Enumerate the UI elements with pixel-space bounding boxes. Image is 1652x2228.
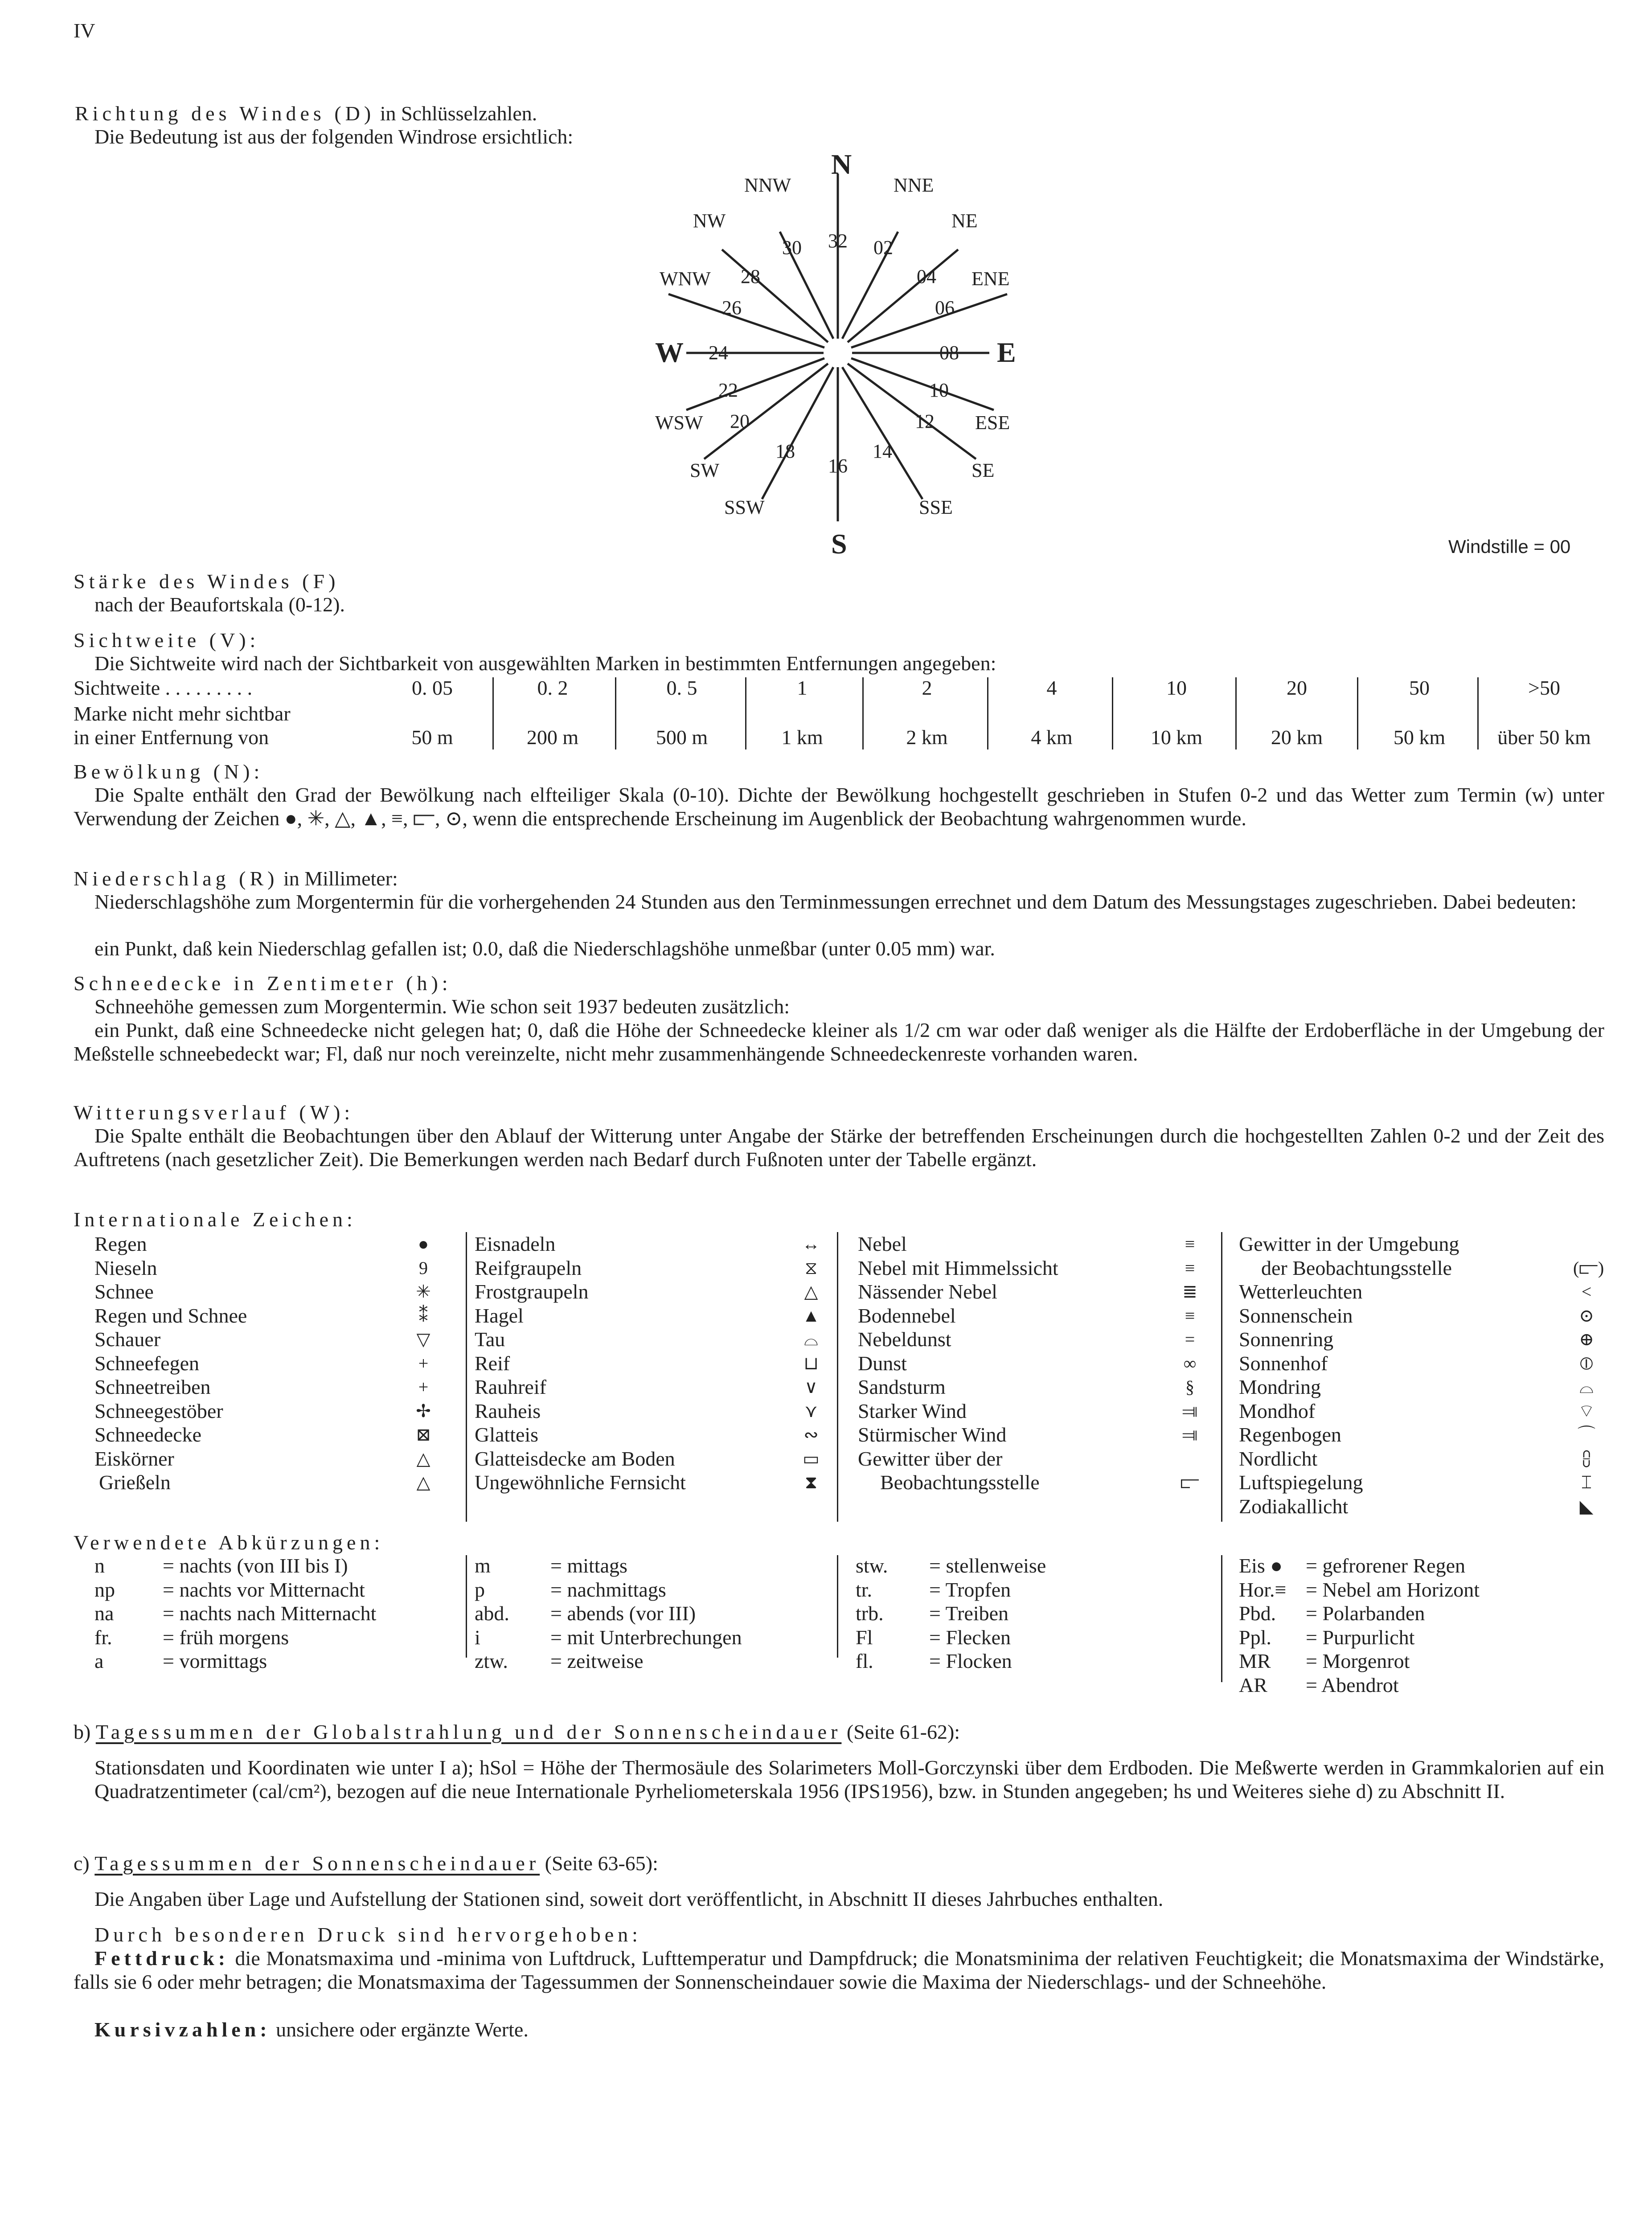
wind-code-18: 18	[775, 440, 795, 462]
weather-symbol-icon: ≡	[1185, 1234, 1195, 1254]
symbol-label: Sonnenschein	[1239, 1304, 1353, 1327]
symbols-heading: Internationale Zeichen:	[74, 1208, 357, 1231]
clouds-heading: Bewölkung (N):	[74, 760, 264, 783]
abbr-key: fl.	[856, 1650, 873, 1672]
weather-symbol-icon: ▲	[802, 1305, 820, 1326]
symbol-label: Glatteisdecke am Boden	[475, 1447, 675, 1470]
clouds-text: Die Spalte enthält den Grad der Bewölkung nach elfteiliger Skala (0-10). Dichte der Bewölkung hochgestellt geschrieben in Stufen 0-2 und das Wetter zum Termin (w) unter Verwendung der Zeichen ●, ✳, △, ▲, ≡, ⫍, ⊙, wenn die entsprechende Erscheinung im Augenblick der Beobachtung wahrgenommen wurde.	[74, 783, 1604, 830]
symbol-label: Ungewöhnliche Fernsicht	[475, 1471, 686, 1494]
symbol-label: Nebel	[858, 1233, 907, 1255]
abbr-value: = Nebel am Horizont	[1306, 1578, 1480, 1601]
symbol-label: Gewitter in der Umgebung	[1239, 1233, 1459, 1255]
abbr-divider	[1221, 1555, 1222, 1682]
vis-distance: 50 km	[1393, 726, 1446, 749]
wind-label-nne: NNE	[894, 174, 934, 196]
visibility-heading	[74, 628, 259, 652]
vis-divider	[987, 677, 988, 749]
weather-symbol-icon: ⧖	[804, 1257, 818, 1278]
section-c-text: Die Angaben über Lage und Aufstellung der Stationen sind, soweit dort veröffentlicht, in Abschnitt II dieses Jahrbuches enthalten.	[94, 1888, 1164, 1910]
weather-symbol-icon: ⌓	[804, 1329, 818, 1349]
wind-code-14: 14	[873, 440, 892, 462]
wind-heading-rest: in Schlüsselzahlen.	[375, 102, 537, 125]
vis-distance: 50 m	[411, 726, 453, 749]
vis-distance: 20 km	[1271, 726, 1323, 749]
print-note-italic	[94, 2018, 529, 2041]
snow-text2: ein Punkt, daß eine Schneedecke nicht gelegen hat; 0, daß die Höhe der Schneedecke kleiner als 1/2 cm war oder daß weniger als die Hälfte der Erdoberfläche in der Umgebung der Meßstelle schneebedeckt war; Fl, daß nur noch vereinzelte, nicht mehr zusammenhängende Schneedeckenreste vorhanden waren.	[74, 1019, 1604, 1065]
abbr-value: = Polarbanden	[1306, 1602, 1425, 1625]
wind-code-26: 26	[722, 297, 742, 319]
abbr-key: Eis ●	[1239, 1554, 1283, 1577]
wind-label-ese: ESE	[975, 412, 1010, 434]
vis-distance: 4 km	[1031, 726, 1073, 749]
abbr-divider	[466, 1555, 467, 1658]
symbol-label: Reif	[475, 1352, 510, 1375]
abbr-value: = Purpurlicht	[1306, 1626, 1415, 1649]
symbols-divider	[837, 1232, 838, 1522]
symbols-divider	[1221, 1232, 1222, 1522]
weather-symbol-icon: ▭	[803, 1448, 820, 1469]
wind-cardinal-s: S	[831, 528, 847, 560]
symbol-label: Glatteis	[475, 1423, 539, 1446]
section-b-title: Tagessummen der Globalstrahlung und der Sonnenscheindauer	[95, 1720, 842, 1743]
vis-code: 10	[1166, 676, 1187, 699]
weather-symbol-icon: ⌔	[1578, 1401, 1595, 1421]
weather-symbol-icon: +	[418, 1353, 429, 1373]
weather-symbol-icon: ●	[418, 1234, 429, 1254]
wind-calm: Windstille = 00	[1448, 536, 1571, 557]
symbol-label: Rauhreif	[475, 1376, 546, 1398]
wind-label-wnw: WNW	[660, 268, 711, 290]
abbr-value: = Abendrot	[1306, 1673, 1399, 1696]
symbol-label: Sonnenring	[1239, 1328, 1334, 1351]
weather-symbol-icon: ⋎	[804, 1401, 818, 1421]
weather-symbol-icon: =	[1185, 1329, 1195, 1349]
symbol-label: Schauer	[94, 1328, 161, 1351]
symbol-label: Zodiakallicht	[1239, 1495, 1349, 1518]
snow-text1: Schneehöhe gemessen zum Morgentermin. Wie schon seit 1937 bedeuten zusätzlich:	[94, 995, 790, 1018]
visibility-row2-label-a: Marke nicht mehr sichtbar	[74, 702, 291, 725]
precip-text2: ein Punkt, daß kein Niederschlag gefallen ist; 0.0, daß die Niederschlagshöhe unmeßbar (unter 0.05 mm) war.	[94, 937, 995, 960]
wind-code-02: 02	[873, 237, 893, 258]
symbol-label: Schneegestöber	[94, 1399, 223, 1422]
precip-heading	[74, 867, 398, 890]
wind-code-20: 20	[730, 410, 750, 432]
wind-code-28: 28	[741, 266, 760, 287]
wind-code-08: 08	[939, 342, 959, 364]
abbr-key: p	[475, 1578, 485, 1601]
wind-rose-diagram	[615, 147, 1070, 566]
weather-symbol-icon: ⫥	[1182, 1425, 1198, 1445]
symbol-label: der Beobachtungsstelle	[1261, 1256, 1452, 1279]
symbol-label: Wetterleuchten	[1239, 1280, 1363, 1303]
vis-code: 0. 5	[666, 676, 697, 699]
wind-heading	[75, 102, 537, 125]
precip-heading-label: Niederschlag (R)	[74, 867, 279, 890]
wind-code-30: 30	[782, 237, 802, 258]
wind-label-ene: ENE	[972, 268, 1010, 290]
bold-text: die Monatsmaxima und -minima von Luftdruck, Lufttemperatur und Dampfdruck; die Monatsminima der relativen Feuchtigkeit; die Monatsmaxima der Windstärke, falls sie 6 oder mehr betragen; die Monatsmaxima der Tagessummen der Sonnenscheindauer sowie die Maxima der Niederschlags- und der Schneehöhe.	[74, 1947, 1604, 1993]
symbol-label: Schnee	[94, 1280, 154, 1303]
abbr-key: i	[475, 1626, 480, 1649]
abbr-key: tr.	[856, 1578, 873, 1601]
symbol-label: Schneedecke	[94, 1423, 202, 1446]
weather-symbol-icon: +	[418, 1377, 429, 1397]
abbr-key: na	[94, 1602, 114, 1625]
wind-label-ne: NE	[951, 210, 978, 232]
vis-code: 4	[1046, 676, 1057, 699]
abbr-value: = Flecken	[929, 1626, 1011, 1649]
symbol-label: Sonnenhof	[1239, 1352, 1328, 1375]
abbr-key: Fl	[856, 1626, 873, 1649]
symbol-label: Sandsturm	[858, 1376, 946, 1398]
abbr-value: = Tropfen	[929, 1578, 1011, 1601]
wind-cardinal-w: W	[655, 336, 684, 368]
italic-label: Kursivzahlen:	[94, 2018, 271, 2041]
vis-code: 0. 05	[412, 676, 453, 699]
vis-distance: über 50 km	[1497, 726, 1591, 749]
wind-subtitle: Die Bedeutung ist aus der folgenden Windrose ersichtlich:	[94, 125, 574, 148]
print-note-bold	[74, 1946, 1604, 1994]
symbol-label: Grießeln	[99, 1471, 171, 1494]
page-number: IV	[74, 19, 95, 42]
weather-symbol-icon: §	[1185, 1377, 1194, 1397]
section-b-text: Stationsdaten und Koordinaten wie unter I a); hSol = Höhe der Thermosäule des Solarimeters Moll-Gorczynski über dem Erdboden. Die Meßwerte werden in Grammkalorien auf ein Quadratzentimeter (cal/cm²), bezogen auf die neue Internationale Pyrheliometerskala 1956 (IPS1956), bzw. in Stunden angegeben; hs und Weiteres siehe d) zu Abschnitt II.	[94, 1756, 1604, 1802]
vis-code: 0. 2	[537, 676, 568, 699]
section-c-pages: (Seite 63-65):	[540, 1852, 658, 1875]
abbr-key: stw.	[856, 1554, 888, 1577]
symbol-label: Starker Wind	[858, 1399, 967, 1422]
wind-code-06: 06	[935, 297, 955, 319]
weather-symbol-icon: ⊙	[1579, 1305, 1594, 1326]
symbol-label: Schneefegen	[94, 1352, 199, 1375]
abbr-value: = nachts nach Mitternacht	[163, 1602, 377, 1625]
wind-rose-labels	[655, 174, 1010, 518]
weather-symbol-icon: ▽	[416, 1329, 430, 1349]
symbol-label: Nebeldunst	[858, 1328, 951, 1351]
weather-symbol-icon: ∾	[803, 1425, 819, 1445]
abbr-key: a	[94, 1650, 104, 1672]
abbr-value: = zeitweise	[550, 1650, 644, 1672]
weather-symbol-icon: ⌶	[1581, 1472, 1592, 1492]
precip-heading-rest: in Millimeter:	[278, 867, 398, 890]
abbr-key: np	[94, 1578, 115, 1601]
abbr-key: MR	[1239, 1650, 1271, 1672]
abbr-value: = gefrorener Regen	[1306, 1554, 1465, 1577]
weather-heading: Witterungsverlauf (W):	[74, 1101, 354, 1124]
vis-code: 2	[922, 676, 932, 699]
abbr-value: = Flocken	[929, 1650, 1012, 1672]
section-c-heading	[74, 1851, 658, 1875]
vis-code: 20	[1287, 676, 1307, 699]
wind-label-sw: SW	[690, 459, 719, 481]
strength-text: nach der Beaufortskala (0-12).	[94, 593, 345, 616]
visibility-row2-label-b: in einer Entfernung von	[74, 726, 269, 749]
abbr-key: n	[94, 1554, 105, 1577]
wind-code-32: 32	[828, 230, 848, 252]
symbol-label: Bodennebel	[858, 1304, 956, 1327]
abbr-value: = nachts vor Mitternacht	[163, 1578, 365, 1601]
weather-symbol-icon: ⁑	[419, 1305, 428, 1326]
weather-symbol-icon: ✢	[416, 1401, 431, 1421]
weather-symbol-icon: ⧗	[804, 1472, 818, 1492]
weather-symbol-icon: ⊕	[1579, 1329, 1594, 1349]
vis-distance: 500 m	[656, 726, 708, 749]
abbr-key: Ppl.	[1239, 1626, 1271, 1649]
precip-text1: Niederschlagshöhe zum Morgentermin für die vorhergehenden 24 Stunden aus den Terminmessungen errechnet und dem Datum des Messungstages zugeschrieben. Dabei bedeuten:	[94, 890, 1577, 913]
vis-code: >50	[1528, 676, 1560, 699]
wind-code-04: 04	[917, 266, 936, 287]
visibility-heading-label: Sichtweite (V):	[74, 629, 260, 651]
weather-symbol-icon: ⊠	[416, 1425, 431, 1445]
print-note-heading: Durch besonderen Druck sind hervorgehoben:	[94, 1923, 642, 1946]
vis-divider	[1477, 677, 1479, 749]
wind-code-10: 10	[929, 379, 949, 401]
symbol-label: Beobachtungsstelle	[880, 1471, 1040, 1494]
abbr-key: Pbd.	[1239, 1602, 1276, 1625]
symbol-label: Regenbogen	[1239, 1423, 1341, 1446]
vis-distance: 2 km	[906, 726, 948, 749]
abbr-value: = mittags	[550, 1554, 627, 1577]
section-c-title: Tagessummen der Sonnenscheindauer	[94, 1852, 540, 1875]
symbol-label: Rauheis	[475, 1399, 541, 1422]
weather-symbol-icon: ↔	[802, 1234, 820, 1254]
symbol-label: Regen	[94, 1233, 147, 1255]
vis-divider	[1235, 677, 1237, 749]
weather-symbol-icon: ⊔	[803, 1353, 819, 1373]
vis-divider	[745, 677, 746, 749]
vis-divider	[1357, 677, 1358, 749]
weather-symbol-icon: ⫥	[1182, 1401, 1198, 1421]
symbol-label: Stürmischer Wind	[858, 1423, 1007, 1446]
vis-distance: 200 m	[526, 726, 579, 749]
wind-heading-label: Richtung des Windes (D)	[75, 102, 375, 125]
weather-symbol-icon: ⌒	[1578, 1425, 1595, 1445]
abbr-value: = nachts (von III bis I)	[163, 1554, 348, 1577]
symbol-label: Mondring	[1239, 1376, 1321, 1398]
abbr-value: = mit Unterbrechungen	[550, 1626, 742, 1649]
vis-code: 1	[797, 676, 808, 699]
symbol-label: Luftspiegelung	[1239, 1471, 1363, 1494]
weather-symbol-icon: ⦶	[1580, 1353, 1593, 1373]
section-b-heading	[74, 1720, 960, 1744]
symbol-label: Mondhof	[1239, 1399, 1316, 1422]
abbr-key: m	[475, 1554, 491, 1577]
vis-divider	[862, 677, 864, 749]
weather-symbol-icon: ∨	[804, 1377, 818, 1397]
visibility-row1-label: Sichtweite . . . . . . . . .	[74, 676, 253, 699]
abbr-value: = Treiben	[929, 1602, 1009, 1625]
weather-symbol-icon: ∞	[1183, 1353, 1197, 1373]
symbol-label: Reifgraupeln	[475, 1256, 582, 1279]
section-c-prefix: c)	[74, 1852, 95, 1875]
vis-distance: 10 km	[1150, 726, 1203, 749]
abbr-key: Hor.≡	[1239, 1578, 1287, 1601]
abbr-value: = früh morgens	[163, 1626, 289, 1649]
symbol-label: Nieseln	[94, 1256, 157, 1279]
abbr-key: abd.	[475, 1602, 509, 1625]
abbr-key: AR	[1239, 1673, 1267, 1696]
weather-symbol-icon: ≡	[1185, 1305, 1195, 1326]
symbol-label: Schneetreiben	[94, 1376, 211, 1398]
abbr-key: trb.	[856, 1602, 884, 1625]
vis-divider	[1112, 677, 1113, 749]
wind-label-se: SE	[972, 459, 995, 481]
symbol-label: Eiskörner	[94, 1447, 174, 1470]
wind-code-16: 16	[828, 455, 848, 477]
symbols-divider	[466, 1232, 467, 1522]
wind-label-nw: NW	[693, 210, 726, 232]
visibility-text: Die Sichtweite wird nach der Sichtbarkeit von ausgewählten Marken in bestimmten Entfernungen angegeben:	[94, 652, 996, 675]
symbol-label: Nebel mit Himmelssicht	[858, 1256, 1058, 1279]
wind-label-sse: SSE	[919, 496, 953, 518]
weather-symbol-icon: ◣	[1579, 1496, 1594, 1516]
weather-symbol-icon: ✳	[416, 1282, 431, 1302]
wind-code-24: 24	[709, 342, 728, 364]
weather-symbol-icon: ⌓	[1579, 1377, 1594, 1397]
symbol-label: Regen und Schnee	[94, 1304, 247, 1327]
symbol-label: Eisnadeln	[475, 1233, 556, 1255]
vis-distance: 1 km	[781, 726, 823, 749]
vis-divider	[492, 677, 494, 749]
section-b-pages: (Seite 61-62):	[841, 1720, 960, 1743]
weather-symbol-icon: ≡	[1185, 1257, 1195, 1278]
symbol-label: Nordlicht	[1239, 1447, 1318, 1470]
vis-code: 50	[1409, 676, 1430, 699]
weather-symbol-icon: <	[1581, 1282, 1592, 1302]
weather-symbol-icon: ⩉	[1582, 1448, 1591, 1469]
italic-text: unsichere oder ergänzte Werte.	[271, 2018, 529, 2041]
bold-label: Fettdruck:	[94, 1947, 230, 1970]
abbr-value: = stellenweise	[929, 1554, 1046, 1577]
section-b-prefix: b)	[74, 1720, 96, 1743]
weather-text: Die Spalte enthält die Beobachtungen über den Ablauf der Witterung unter Angabe der Stärke der betreffenden Erscheinungen durch die hochgestellten Zahlen 0-2 und der Zeit des Auftretens (nach gesetzlicher Zeit). Die Bemerkungen werden nach Bedarf durch Fußnoten unter der Tabelle ergänzt.	[74, 1124, 1604, 1171]
symbol-label: Hagel	[475, 1304, 524, 1327]
wind-label-ssw: SSW	[724, 496, 765, 518]
wind-cardinal-e: E	[997, 336, 1016, 368]
wind-cardinal-n: N	[831, 148, 852, 180]
weather-symbol-icon: △	[416, 1448, 430, 1469]
symbol-label: Gewitter über der	[858, 1447, 1003, 1470]
symbol-label: Frostgraupeln	[475, 1280, 589, 1303]
abbr-key: ztw.	[475, 1650, 508, 1672]
wind-code-12: 12	[915, 410, 935, 432]
abbr-value: = nachmittags	[550, 1578, 666, 1601]
symbol-label: Tau	[475, 1328, 505, 1351]
vis-divider	[615, 677, 616, 749]
abbr-heading: Verwendete Abkürzungen:	[74, 1531, 384, 1554]
weather-symbol-icon: ≣	[1182, 1282, 1197, 1302]
abbr-divider	[837, 1555, 838, 1658]
abbr-value: = vormittags	[163, 1650, 267, 1672]
strength-heading: Stärke des Windes (F)	[74, 570, 340, 593]
wind-label-wsw: WSW	[655, 412, 703, 434]
weather-symbol-icon: 9	[419, 1257, 428, 1278]
weather-symbol-icon: (⫍)	[1573, 1257, 1604, 1278]
abbr-value: = abends (vor III)	[550, 1602, 696, 1625]
wind-label-nnw: NNW	[744, 174, 791, 196]
abbr-key: fr.	[94, 1626, 112, 1649]
wind-code-22: 22	[718, 379, 738, 401]
snow-heading: Schneedecke in Zentimeter (h):	[74, 972, 452, 995]
symbol-label: Dunst	[858, 1352, 907, 1375]
abbr-value: = Morgenrot	[1306, 1650, 1410, 1672]
weather-symbol-icon: △	[804, 1282, 818, 1302]
weather-symbol-icon: △	[416, 1472, 430, 1492]
weather-symbol-icon: ⫍	[1180, 1472, 1200, 1492]
symbol-label: Nässender Nebel	[858, 1280, 997, 1303]
